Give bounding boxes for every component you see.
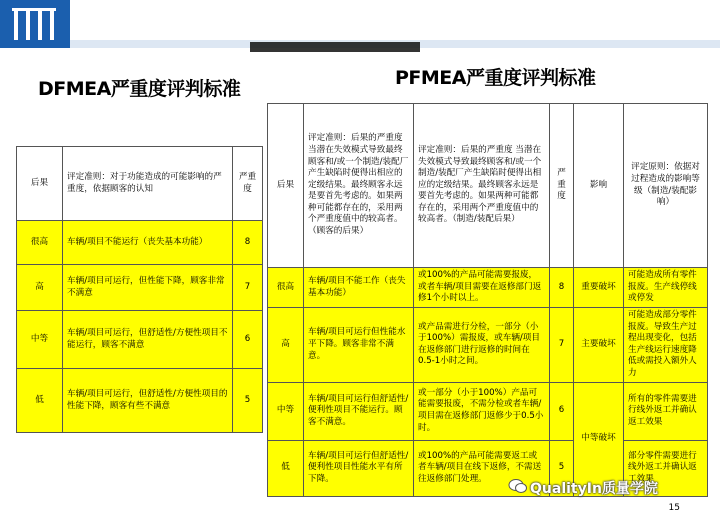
criteria-cell: 车辆/项目可运行，但舒适性/方便性项目不能运行，顾客不满意 <box>63 311 233 369</box>
severity-cell: 7 <box>550 308 574 383</box>
customer-cell: 车辆/项目可运行但舒适性/便利性项目性能水平有所下降。 <box>304 440 414 496</box>
table-header-row <box>17 147 263 221</box>
criteria-cell: 车辆/项目不能运行（丧失基本功能） <box>63 221 233 265</box>
severity-cell: 8 <box>550 268 574 308</box>
header-consequence: 后果 <box>268 104 304 268</box>
header-manufacturing-criteria: 评定准则：后果的严重度 当潜在失效模式导致最终顾客和/或一个制造/装配厂产生缺陷时便得出相应的定级结果。最终顾客永远是要首先考虑的。如果两种可能都存在的，采用两个严重度值中的较高者。（制造/装配后果） <box>414 104 550 268</box>
impact-cell: 重要破坏 <box>574 268 624 308</box>
header-consequence: 后果 <box>17 147 63 221</box>
severity-cell: 7 <box>233 265 263 311</box>
manufacturing-cell: 或一部分（小于100%）产品可能需要报废，不需分检或者车辆/项目需在返修部门返修少于0.5小时。 <box>414 382 550 440</box>
criteria-cell: 车辆/项目可运行，但舒适性/方便性项目的性能下降，顾客有些不满意 <box>63 369 233 433</box>
table-row <box>268 308 708 383</box>
watermark: QualityIn质量学院 <box>530 481 658 497</box>
table-row <box>17 369 263 433</box>
redacted-header-text <box>250 42 420 52</box>
criteria-cell: 车辆/项目可运行，但性能下降，顾客非常不满意 <box>63 265 233 311</box>
page-number: 15 <box>668 503 680 513</box>
consequence-cell: 很高 <box>17 221 63 265</box>
customer-cell: 车辆/项目可运行但舒适性/便利性项目不能运行。顾客不满意。 <box>304 382 414 440</box>
header-customer-criteria: 评定准则：后果的严重度 当潜在失效模式导致最终顾客和/或一个制造/装配厂产生缺陷时便得出相应的定级结果。最终顾客永远是要首先考虑的。如果两种可能都存在的，采用两个严重度值中的较高者。（顾客的后果） <box>304 104 414 268</box>
pfmea-title: PFMEA严重度评判标准 <box>395 67 596 89</box>
header-impact: 影响 <box>574 104 624 268</box>
table-header-row <box>268 104 708 268</box>
table-row <box>268 382 708 440</box>
severity-cell: 5 <box>550 440 574 496</box>
consequence-cell: 中等 <box>268 382 304 440</box>
wechat-icon <box>508 478 528 494</box>
consequence-cell: 中等 <box>17 311 63 369</box>
severity-cell: 8 <box>233 221 263 265</box>
impact-cell: 主要破坏 <box>574 308 624 383</box>
manufacturing-cell: 或100%的产品可能需要返工或者车辆/项目在线下返修，不需送往返修部门处理。 <box>414 440 550 496</box>
severity-cell: 6 <box>233 311 263 369</box>
dfmea-title: DFMEA严重度评判标准 <box>38 78 241 100</box>
customer-cell: 车辆/项目可运行但性能水平下降。顾客非常不满意。 <box>304 308 414 383</box>
table-row <box>268 268 708 308</box>
table-row <box>17 265 263 311</box>
impact-cell: 中等破坏 <box>574 382 624 496</box>
table-row <box>17 221 263 265</box>
consequence-cell: 低 <box>17 369 63 433</box>
severity-cell: 5 <box>233 369 263 433</box>
principle-cell: 可能造成部分零件报废。导致生产过程出现变化，包括生产线运行速度降低或需投入额外人力 <box>624 308 708 383</box>
pfmea-table <box>267 103 708 497</box>
header-principle: 评定原则：依据对过程造成的影响等级（制造/装配影响） <box>624 104 708 268</box>
principle-cell: 可能造成所有零件报废。生产线停线或停发 <box>624 268 708 308</box>
consequence-cell: 很高 <box>268 268 304 308</box>
header-severity: 严重度 <box>550 104 574 268</box>
manufacturing-cell: 或100%的产品可能需要报废，或者车辆/项目需要在返修部门返修1个小时以上。 <box>414 268 550 308</box>
principle-cell: 部分零件需要进行线外返工并确认返工效果 <box>624 440 708 496</box>
header-criteria: 评定准则：对于功能造成的可能影响的严重度，依据顾客的认知 <box>63 147 233 221</box>
severity-cell: 6 <box>550 382 574 440</box>
table-row <box>17 311 263 369</box>
logo <box>0 0 70 48</box>
dfmea-table <box>16 146 263 433</box>
consequence-cell: 高 <box>268 308 304 383</box>
customer-cell: 车辆/项目不能工作（丧失基本功能） <box>304 268 414 308</box>
header-severity: 严重度 <box>233 147 263 221</box>
principle-cell: 所有的零件需要进行线外返工并确认返工效果 <box>624 382 708 440</box>
consequence-cell: 低 <box>268 440 304 496</box>
consequence-cell: 高 <box>17 265 63 311</box>
manufacturing-cell: 或产品需进行分检，一部分（小于100%）需报废，或车辆/项目在返修部门进行返修的时间在0.5-1小时之间。 <box>414 308 550 383</box>
